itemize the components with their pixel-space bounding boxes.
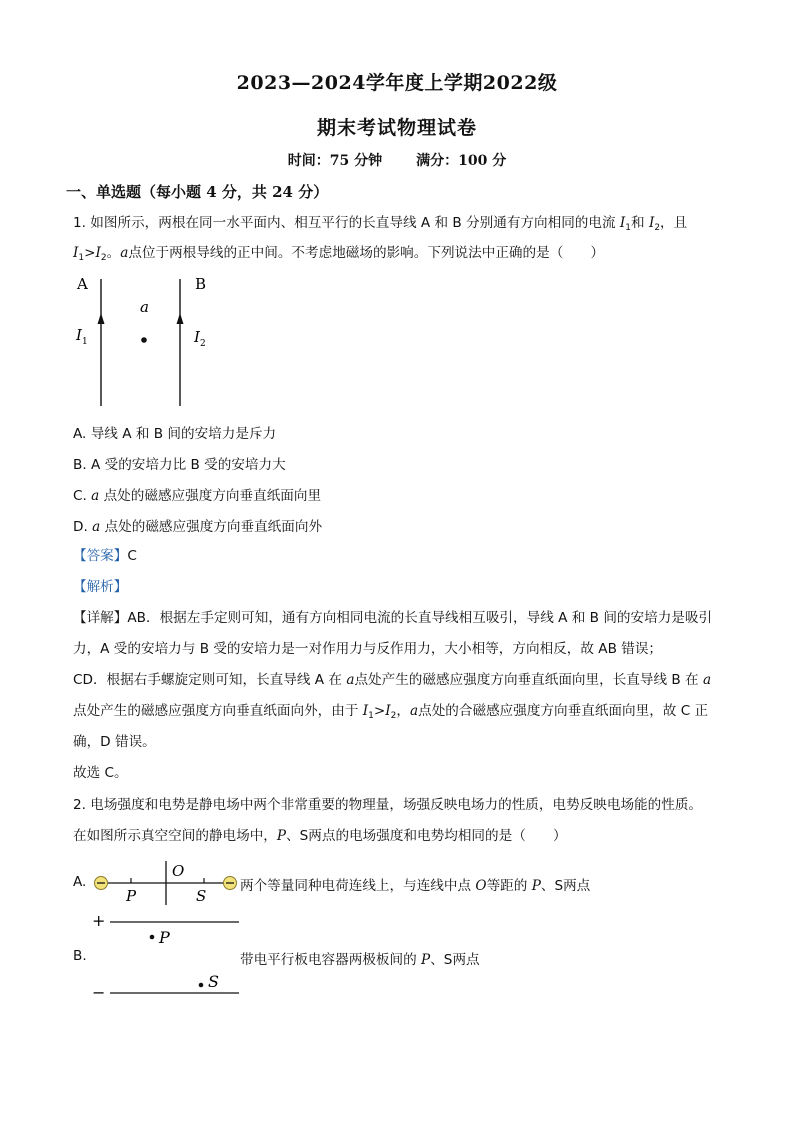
time-label: 时间：75 分钟 bbox=[287, 153, 383, 169]
point-a-dot bbox=[141, 337, 147, 343]
point-p-label: P bbox=[126, 887, 137, 905]
q2-stem-line2: 在如图所示真空空间的静电场中，P、S两点的电场强度和电势均相同的是（ ） bbox=[73, 828, 567, 844]
q1-conclusion: 故选 C。 bbox=[73, 765, 128, 781]
q1-detail-line5: 确，D 错误。 bbox=[73, 734, 156, 750]
point-s-dot bbox=[199, 983, 204, 988]
q1-stem-line2: $I_1>I_2$。a点位于两根导线的正中间。不考虑地磁场的影响。下列说法中正确的是（ ） bbox=[73, 245, 605, 263]
current-i1-label: $I_1$ bbox=[76, 326, 88, 347]
exam-meta bbox=[0, 150, 794, 170]
q1-answer bbox=[73, 547, 137, 565]
point-o-label: O bbox=[172, 862, 185, 880]
q1-detail-line1: 【详解】AB．根据左手定则可知，通有方向相同电流的长直导线相互吸引，导线 A 和 B 间的安培力是吸引 bbox=[73, 610, 713, 626]
current-arrow-icon bbox=[98, 313, 105, 324]
q1-stem-line1: 1. 如图所示，两根在同一水平面内、相互平行的长直导线 A 和 B 分别通有方向相同的电流 $I_1$和 $I_2$，且 bbox=[73, 215, 688, 233]
q1-option-a[interactable]: A. 导线 A 和 B 间的安培力是斥力 bbox=[73, 426, 277, 442]
wire-b-label: B bbox=[195, 275, 207, 293]
score-label: 满分：100 分 bbox=[416, 153, 507, 169]
q2-capacitor-figure bbox=[88, 905, 243, 1000]
q1-option-d[interactable]: D. a 点处的磁感应强度方向垂直纸面向外 bbox=[73, 519, 323, 535]
q2-stem-line1: 2. 电场强度和电势是静电场中两个非常重要的物理量，场强反映电场力的性质，电势反映电场能的性质。 bbox=[73, 797, 703, 813]
q1-detail-line2: 力，A 受的安培力与 B 受的安培力是一对作用力与反作用力，大小相等，方向相反，故 AB 错误； bbox=[73, 641, 663, 657]
plus-sign: + bbox=[92, 911, 106, 930]
q1-option-b[interactable]: B. A 受的安培力比 B 受的安培力大 bbox=[73, 457, 286, 473]
q2-option-a-text[interactable]: 两个等量同种电荷连线上，与连线中点 O等距的 P、S两点 bbox=[240, 878, 591, 894]
q2-charges-figure bbox=[88, 855, 243, 910]
minus-sign: − bbox=[92, 983, 106, 1000]
answer-tag: 【答案】 bbox=[73, 548, 128, 564]
section-heading: 一、单选题（每小题 4 分，共 24 分） bbox=[66, 183, 329, 201]
q1-detail-line4: 点处产生的磁感应强度方向垂直纸面向外，由于 $I_1>I_2$，a点处的合磁感应强度方向垂直纸面向里，故 C 正 bbox=[73, 703, 709, 721]
q2-option-b-text[interactable]: 带电平行板电容器两极板间的 P、S两点 bbox=[240, 952, 480, 968]
current-arrow-icon bbox=[177, 313, 184, 324]
exam-title-line1: 2023—2024学年度上学期2022级 bbox=[236, 72, 558, 94]
analysis-tag: 【解析】 bbox=[73, 579, 128, 595]
point-a-label: a bbox=[140, 298, 149, 316]
detail-tag: 【详解】 bbox=[73, 610, 128, 626]
q2-option-b-key[interactable]: B. bbox=[73, 948, 87, 964]
exam-title-line2: 期末考试物理试卷 bbox=[316, 117, 477, 139]
point-s-label: S bbox=[208, 972, 219, 991]
point-s-label: S bbox=[196, 887, 207, 905]
q1-wires-figure bbox=[60, 270, 240, 410]
q2-option-a-key[interactable]: A. bbox=[73, 874, 87, 890]
point-p-dot bbox=[150, 935, 155, 940]
wire-a-label: A bbox=[77, 275, 88, 293]
current-i2-label: $I_2$ bbox=[194, 328, 206, 349]
answer-value: C bbox=[127, 548, 137, 564]
q1-detail-line3: CD．根据右手螺旋定则可知，长直导线 A 在 a点处产生的磁感应强度方向垂直纸面向里，长直导线 B 在 a bbox=[73, 672, 712, 688]
point-p-label: P bbox=[159, 928, 170, 947]
q1-option-c[interactable]: C. a 点处的磁感应强度方向垂直纸面向里 bbox=[73, 488, 322, 504]
